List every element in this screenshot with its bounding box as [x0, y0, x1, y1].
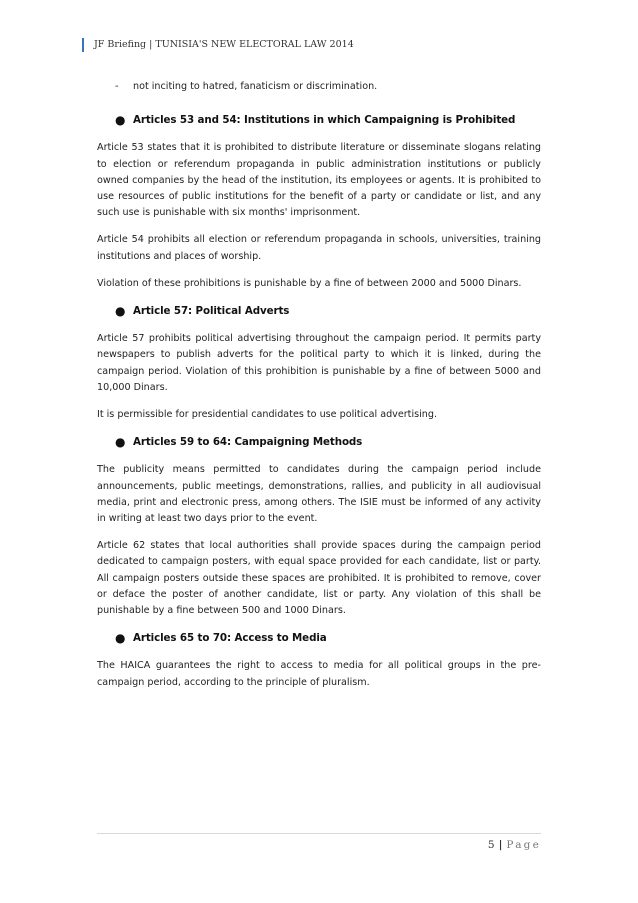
- section-heading-text: Articles 59 to 64: Campaigning Methods: [133, 436, 363, 449]
- list-item-text: not inciting to hatred, fanaticism or discrimination.: [133, 81, 378, 92]
- paragraph: Article 54 prohibits all election or referendum propaganda in schools, universities, training institutions and places of worship.: [97, 234, 541, 262]
- footer-separator: |: [498, 839, 503, 851]
- paragraph: Article 62 states that local authorities shall provide spaces during the campaign period dedicated to campaign posters, with equal space provided for each candidate, list or party. All campaign posters outside these spaces are prohibited. It is prohibited to remove, cover or deface the poster of another candidate, list or party. Any violation of this shall be punishable by a fine between 500 and 1000 Dinars.: [97, 540, 541, 617]
- page-label: Page: [506, 839, 541, 851]
- section-heading: [115, 112, 541, 128]
- bullet-icon: ●: [115, 304, 126, 319]
- paragraph: Violation of these prohibitions is punishable by a fine of between 2000 and 5000 Dinars.: [97, 277, 522, 289]
- section-heading: [115, 630, 541, 646]
- section-access-to-media: [97, 630, 541, 691]
- page-footer: [488, 838, 541, 852]
- page-body: [97, 79, 541, 702]
- section-heading: [115, 303, 541, 319]
- running-header: JF Briefing | TUNISIA'S NEW ELECTORAL LAW 2014: [82, 38, 354, 52]
- section-heading-text: Articles 53 and 54: Institutions in which Campaigning is Prohibited: [133, 114, 516, 127]
- list-item: [115, 79, 541, 95]
- footer-divider: [97, 833, 541, 834]
- section-institutions: [97, 112, 541, 292]
- section-heading-text: Articles 65 to 70: Access to Media: [133, 632, 327, 645]
- paragraph: The HAICA guarantees the right to access to media for all political groups in the pre-campaign period, according to the principle of pluralism.: [97, 660, 541, 688]
- section-heading-text: Article 57: Political Adverts: [133, 305, 290, 318]
- paragraph: Article 57 prohibits political advertising throughout the campaign period. It permits party newspapers to publish adverts for the political party to which it is linked, during the campaign period. Violation of this prohibition is punishable by a fine of between 5000 and 10,000 Dinars.: [97, 333, 541, 393]
- bullet-icon: ●: [115, 113, 126, 128]
- bullet-icon: ●: [115, 435, 126, 450]
- list-dash: -: [115, 81, 119, 92]
- section-heading: [115, 434, 541, 450]
- bullet-icon: ●: [115, 631, 126, 646]
- page-number: 5: [487, 839, 495, 851]
- section-political-adverts: [97, 303, 541, 423]
- paragraph: Article 53 states that it is prohibited to distribute literature or disseminate slogans relating to election or referendum propaganda in public administration institutions or publicly owned companies by the head of the institution, its employees or agents. It is prohibited to use resources of public institutions for the benefit of a party or candidate or list, and any such use is punishable with six months' imprisonment.: [97, 142, 541, 219]
- paragraph: It is permissible for presidential candidates to use political advertising.: [97, 409, 437, 421]
- section-campaigning-methods: [97, 434, 541, 619]
- paragraph: The publicity means permitted to candidates during the campaign period include announcements, public meetings, demonstrations, rallies, and publicity in all audiovisual media, print and electronic press, among others. The ISIE must be informed of any activity in writing at least two days prior to the event.: [97, 464, 541, 525]
